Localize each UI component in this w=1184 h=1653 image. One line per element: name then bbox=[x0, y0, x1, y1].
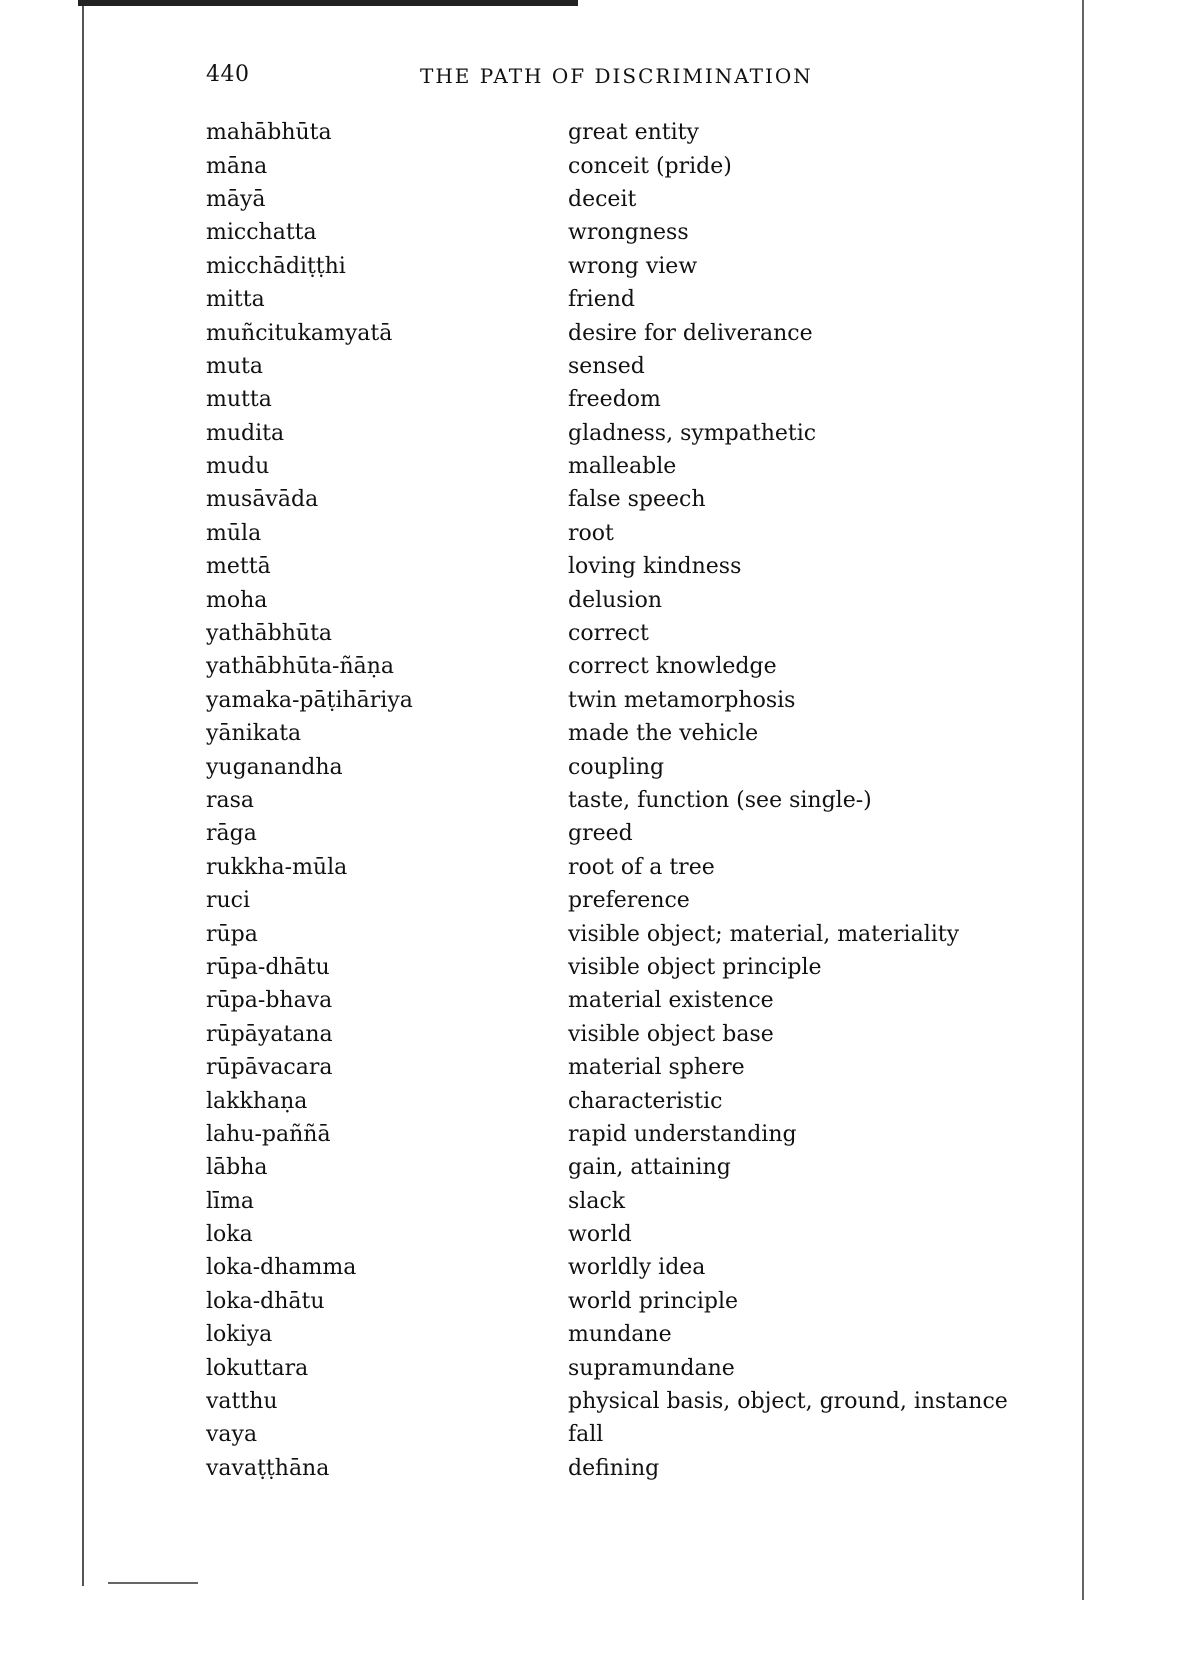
glossary-term: mudita bbox=[206, 420, 285, 446]
glossary-term: rūpa bbox=[206, 921, 258, 947]
glossary-term: lahu-paññā bbox=[206, 1121, 331, 1147]
glossary-entry bbox=[206, 1285, 1026, 1318]
page-number: 440 bbox=[206, 62, 250, 87]
glossary-definition: deceit bbox=[568, 186, 637, 212]
glossary-entry bbox=[206, 1318, 1026, 1351]
glossary-term: mutta bbox=[206, 387, 272, 413]
glossary-definition: twin metamorphosis bbox=[568, 687, 796, 713]
glossary-entry bbox=[206, 517, 1026, 550]
glossary-entry bbox=[206, 583, 1026, 616]
glossary-term: lokuttara bbox=[206, 1355, 309, 1381]
glossary-entry bbox=[206, 951, 1026, 984]
glossary-entry bbox=[206, 1418, 1026, 1451]
glossary-entry bbox=[206, 1218, 1026, 1251]
glossary-term: māyā bbox=[206, 186, 266, 212]
glossary-entry bbox=[206, 817, 1026, 850]
glossary-entry bbox=[206, 784, 1026, 817]
glossary-definition: gain, attaining bbox=[568, 1155, 731, 1181]
glossary-definition: false speech bbox=[568, 487, 706, 513]
glossary-definition: worldly idea bbox=[568, 1255, 706, 1281]
glossary-definition: wrongness bbox=[568, 220, 689, 246]
glossary-term: micchādiṭṭhi bbox=[206, 253, 346, 279]
scan-edge-right bbox=[1082, 0, 1084, 1600]
glossary-definition: world principle bbox=[568, 1288, 739, 1314]
glossary-term: mettā bbox=[206, 554, 271, 580]
glossary-entry bbox=[206, 283, 1026, 316]
glossary-term: vavaṭṭhāna bbox=[206, 1455, 330, 1481]
glossary-definition: delusion bbox=[568, 587, 663, 613]
glossary-definition: gladness, sympathetic bbox=[568, 420, 817, 446]
glossary-definition: slack bbox=[568, 1188, 626, 1214]
glossary-term: yānikata bbox=[206, 721, 302, 747]
glossary-term: mahābhūta bbox=[206, 120, 332, 146]
glossary-definition: world bbox=[568, 1222, 632, 1248]
glossary-term: moha bbox=[206, 587, 268, 613]
glossary-term: mudu bbox=[206, 454, 270, 480]
glossary-term: ruci bbox=[206, 888, 251, 914]
glossary-entry bbox=[206, 483, 1026, 516]
glossary-definition: supramundane bbox=[568, 1355, 735, 1381]
glossary-entry bbox=[206, 116, 1026, 149]
glossary-term: rūpa-bhava bbox=[206, 988, 333, 1014]
glossary-definition: preference bbox=[568, 888, 690, 914]
glossary-definition: freedom bbox=[568, 387, 661, 413]
glossary-entry bbox=[206, 717, 1026, 750]
glossary-entry bbox=[206, 316, 1026, 349]
glossary-entry bbox=[206, 550, 1026, 583]
glossary-term: mitta bbox=[206, 287, 265, 313]
scan-edge-top bbox=[78, 0, 578, 6]
glossary-definition: rapid understanding bbox=[568, 1121, 797, 1147]
glossary-term: vatthu bbox=[206, 1389, 278, 1415]
glossary-entry bbox=[206, 250, 1026, 283]
glossary-entry bbox=[206, 1452, 1026, 1485]
scan-edge-left bbox=[82, 6, 84, 1586]
glossary-entry bbox=[206, 216, 1026, 249]
glossary-term: yamaka-pāṭihāriya bbox=[206, 687, 413, 713]
glossary-term: loka-dhātu bbox=[206, 1288, 325, 1314]
glossary-term: loka-dhamma bbox=[206, 1255, 357, 1281]
glossary-definition: loving kindness bbox=[568, 554, 742, 580]
glossary-entry bbox=[206, 684, 1026, 717]
glossary-definition: mundane bbox=[568, 1322, 672, 1348]
glossary-definition: taste, function (see single-) bbox=[568, 788, 872, 813]
glossary-entry bbox=[206, 1351, 1026, 1384]
glossary-entry bbox=[206, 1185, 1026, 1218]
glossary-term: yathābhūta bbox=[206, 621, 333, 647]
glossary-definition: root of a tree bbox=[568, 854, 715, 880]
glossary-term: rūpa-dhātu bbox=[206, 954, 330, 980]
glossary-entry bbox=[206, 984, 1026, 1017]
glossary-term: yuganandha bbox=[206, 754, 343, 780]
glossary-term: māna bbox=[206, 153, 268, 179]
glossary-term: loka bbox=[206, 1222, 253, 1248]
glossary-term: muta bbox=[206, 353, 263, 379]
glossary-entry bbox=[206, 450, 1026, 483]
glossary-entry bbox=[206, 750, 1026, 783]
glossary-entry bbox=[206, 1251, 1026, 1284]
glossary-term: muñcitukamyatā bbox=[206, 320, 393, 346]
glossary-term: rūpāyatana bbox=[206, 1021, 333, 1047]
glossary-term: musāvāda bbox=[206, 487, 319, 513]
glossary-definition: great entity bbox=[568, 120, 699, 146]
glossary-definition: wrong view bbox=[568, 253, 698, 279]
glossary-entry bbox=[206, 650, 1026, 683]
glossary-definition: correct knowledge bbox=[568, 654, 777, 680]
glossary-entry bbox=[206, 1018, 1026, 1051]
glossary-definition: conceit (pride) bbox=[568, 153, 732, 179]
glossary-definition: desire for deliverance bbox=[568, 320, 813, 346]
glossary-term: vaya bbox=[206, 1422, 258, 1448]
glossary-definition: visible object principle bbox=[568, 954, 822, 980]
glossary-definition: greed bbox=[568, 821, 633, 847]
glossary-list bbox=[206, 116, 1026, 1485]
glossary-definition: sensed bbox=[568, 353, 645, 379]
glossary-term: rūpāvacara bbox=[206, 1055, 333, 1081]
glossary-definition: visible object; material, materiality bbox=[568, 921, 960, 947]
glossary-entry bbox=[206, 350, 1026, 383]
glossary-term: yathābhūta-ñāṇa bbox=[206, 654, 395, 680]
glossary-definition: defining bbox=[568, 1455, 660, 1481]
glossary-definition: root bbox=[568, 520, 614, 546]
glossary-entry bbox=[206, 417, 1026, 450]
glossary-definition: visible object base bbox=[568, 1021, 774, 1047]
scan-edge-bottom bbox=[108, 1582, 198, 1584]
glossary-definition: made the vehicle bbox=[568, 721, 759, 747]
glossary-entry bbox=[206, 149, 1026, 182]
running-title: THE PATH OF DISCRIMINATION bbox=[420, 64, 813, 88]
glossary-entry bbox=[206, 1151, 1026, 1184]
glossary-definition: coupling bbox=[568, 754, 665, 780]
glossary-term: rasa bbox=[206, 788, 255, 813]
glossary-definition: characteristic bbox=[568, 1088, 723, 1114]
glossary-definition: physical basis, object, ground, instance bbox=[568, 1389, 1008, 1415]
glossary-term: micchatta bbox=[206, 220, 317, 246]
glossary-entry bbox=[206, 183, 1026, 216]
glossary-entry bbox=[206, 1385, 1026, 1418]
glossary-term: līma bbox=[206, 1188, 255, 1214]
glossary-entry bbox=[206, 1118, 1026, 1151]
glossary-entry bbox=[206, 917, 1026, 950]
glossary-definition: fall bbox=[568, 1422, 604, 1448]
glossary-term: lokiya bbox=[206, 1322, 273, 1348]
glossary-entry bbox=[206, 1051, 1026, 1084]
glossary-entry bbox=[206, 617, 1026, 650]
glossary-term: lābha bbox=[206, 1155, 268, 1181]
glossary-term: lakkhaṇa bbox=[206, 1088, 308, 1114]
glossary-entry bbox=[206, 1084, 1026, 1117]
glossary-definition: malleable bbox=[568, 454, 677, 480]
page-header bbox=[206, 58, 906, 98]
glossary-entry bbox=[206, 851, 1026, 884]
glossary-entry bbox=[206, 383, 1026, 416]
glossary-definition: correct bbox=[568, 621, 649, 647]
glossary-definition: material existence bbox=[568, 988, 774, 1014]
glossary-term: rāga bbox=[206, 821, 257, 847]
glossary-definition: material sphere bbox=[568, 1055, 745, 1081]
glossary-term: mūla bbox=[206, 520, 262, 546]
glossary-entry bbox=[206, 884, 1026, 917]
glossary-definition: friend bbox=[568, 287, 635, 313]
glossary-term: rukkha-mūla bbox=[206, 854, 348, 880]
